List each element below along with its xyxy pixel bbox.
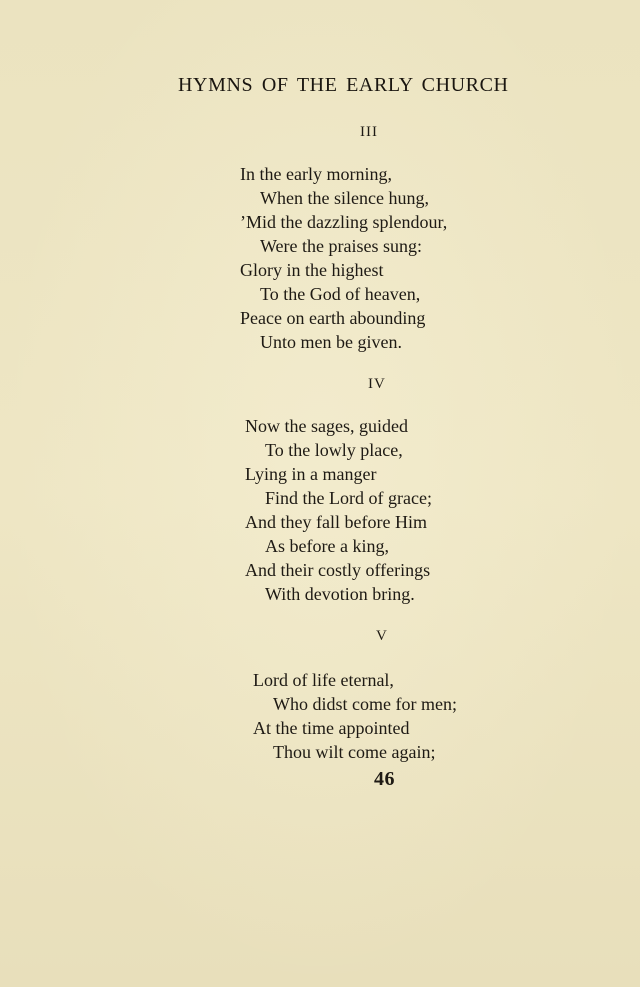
stanza-iv xyxy=(245,414,432,606)
verse-line: And they fall before Him xyxy=(245,512,427,532)
verse-line: Lord of life eternal, xyxy=(253,670,394,690)
verse-line: Were the praises sung: xyxy=(260,236,422,256)
verse-line: Thou wilt come again; xyxy=(273,742,436,762)
verse-line: Glory in the highest xyxy=(240,260,384,280)
verse-line: ’Mid the dazzling splendour, xyxy=(240,212,448,232)
verse-line: Peace on earth abounding xyxy=(240,308,426,328)
verse-line: As before a king, xyxy=(265,536,389,556)
stanza-numeral-iii: III xyxy=(360,124,378,140)
verse-line: To the lowly place, xyxy=(265,440,403,460)
stanza-iii xyxy=(240,162,447,354)
verse-line: To the God of heaven, xyxy=(260,284,421,304)
verse-line: Lying in a manger xyxy=(245,464,377,484)
stanza-numeral-iv: IV xyxy=(368,376,386,392)
verse-line: Now the sages, guided xyxy=(245,416,408,436)
page-number: 46 xyxy=(374,768,395,790)
stanza-numeral-v: V xyxy=(376,628,388,644)
verse-line: With devotion bring. xyxy=(265,584,415,604)
verse-line: In the early morning, xyxy=(240,164,392,184)
verse-line: At the time appointed xyxy=(253,718,410,738)
verse-line: Find the Lord of grace; xyxy=(265,488,432,508)
verse-line: Who didst come for men; xyxy=(273,694,457,714)
verse-line: When the silence hung, xyxy=(260,188,429,208)
running-head: HYMNS OF THE EARLY CHURCH xyxy=(178,74,509,96)
verse-line: And their costly offerings xyxy=(245,560,431,580)
verse-line: Unto men be given. xyxy=(260,332,402,352)
stanza-v xyxy=(253,668,457,764)
